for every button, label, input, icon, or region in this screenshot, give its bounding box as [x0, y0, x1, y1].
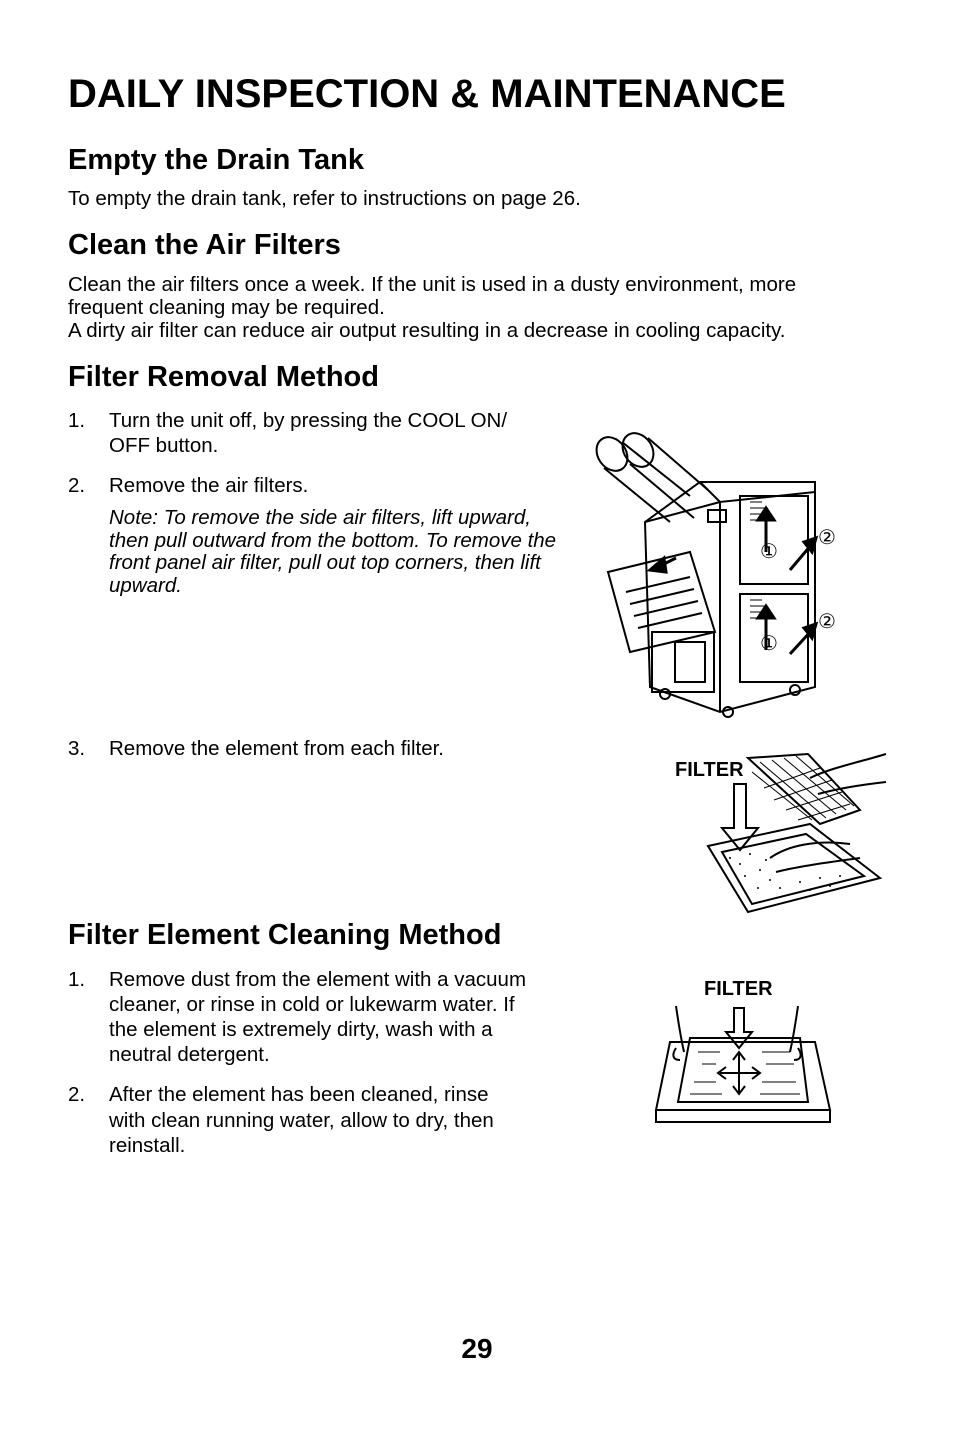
circle-label-1-top: ① [760, 539, 778, 563]
circle-label-1-bottom: ① [760, 631, 778, 655]
removal-step-1-line-1: Turn the unit off, by pressing the COOL ON/ [109, 409, 508, 432]
removal-step-2-number: 2. [68, 474, 86, 497]
removal-step-3-line-1: Remove the element from each filter. [109, 737, 444, 760]
section-heading-removal: Filter Removal Method [68, 361, 379, 393]
removal-note: Note: To remove the side air filters, lift upward, then pull outward from the bottom. To remove the front panel air filter, pull out top corners, then lift upward. [109, 506, 557, 597]
filter-element-illustration [700, 748, 890, 918]
air-conditioner-illustration [590, 432, 850, 722]
cleaning-step-1-line-4: neutral detergent. [109, 1043, 270, 1066]
cleaning-step-1-line-1: Remove dust from the element with a vacuum [109, 968, 527, 991]
page-title: DAILY INSPECTION & MAINTENANCE [68, 72, 786, 116]
page-number: 29 [461, 1333, 493, 1364]
cleaning-step-2-line-3: reinstall. [109, 1134, 186, 1157]
filter-label-1: FILTER [675, 759, 744, 781]
circle-label-2-bottom: ② [818, 609, 836, 633]
removal-step-3-number: 3. [68, 737, 86, 760]
removal-step-1-line-2: OFF button. [109, 434, 219, 457]
section-heading-drain: Empty the Drain Tank [68, 144, 364, 176]
drain-body: To empty the drain tank, refer to instructions on page 26. [68, 187, 581, 210]
cleaning-step-2-number: 2. [68, 1083, 86, 1106]
circle-label-2-top: ② [818, 525, 836, 549]
cleaning-step-1-number: 1. [68, 968, 86, 991]
cleaning-step-2-line-1: After the element has been cleaned, rinse [109, 1083, 489, 1106]
cleaning-step-1-line-3: the element is extremely dirty, wash with a [109, 1018, 493, 1041]
section-heading-cleaning: Filter Element Cleaning Method [68, 919, 502, 951]
filters-line-3: A dirty air filter can reduce air output resulting in a decrease in cooling capacity. [68, 319, 786, 342]
cleaning-step-1-line-2: cleaner, or rinse in cold or lukewarm water. If [109, 993, 515, 1016]
filters-line-2: frequent cleaning may be required. [68, 296, 385, 319]
filters-line-1: Clean the air filters once a week. If the unit is used in a dusty environment, more [68, 273, 797, 296]
filter-label-2: FILTER [704, 978, 773, 1000]
removal-step-2-line-1: Remove the air filters. [109, 474, 309, 497]
section-heading-filters: Clean the Air Filters [68, 229, 341, 261]
cleaning-step-2-line-2: with clean running water, allow to dry, then [109, 1109, 494, 1132]
removal-step-1-number: 1. [68, 409, 86, 432]
washing-tray-illustration [650, 1002, 835, 1132]
